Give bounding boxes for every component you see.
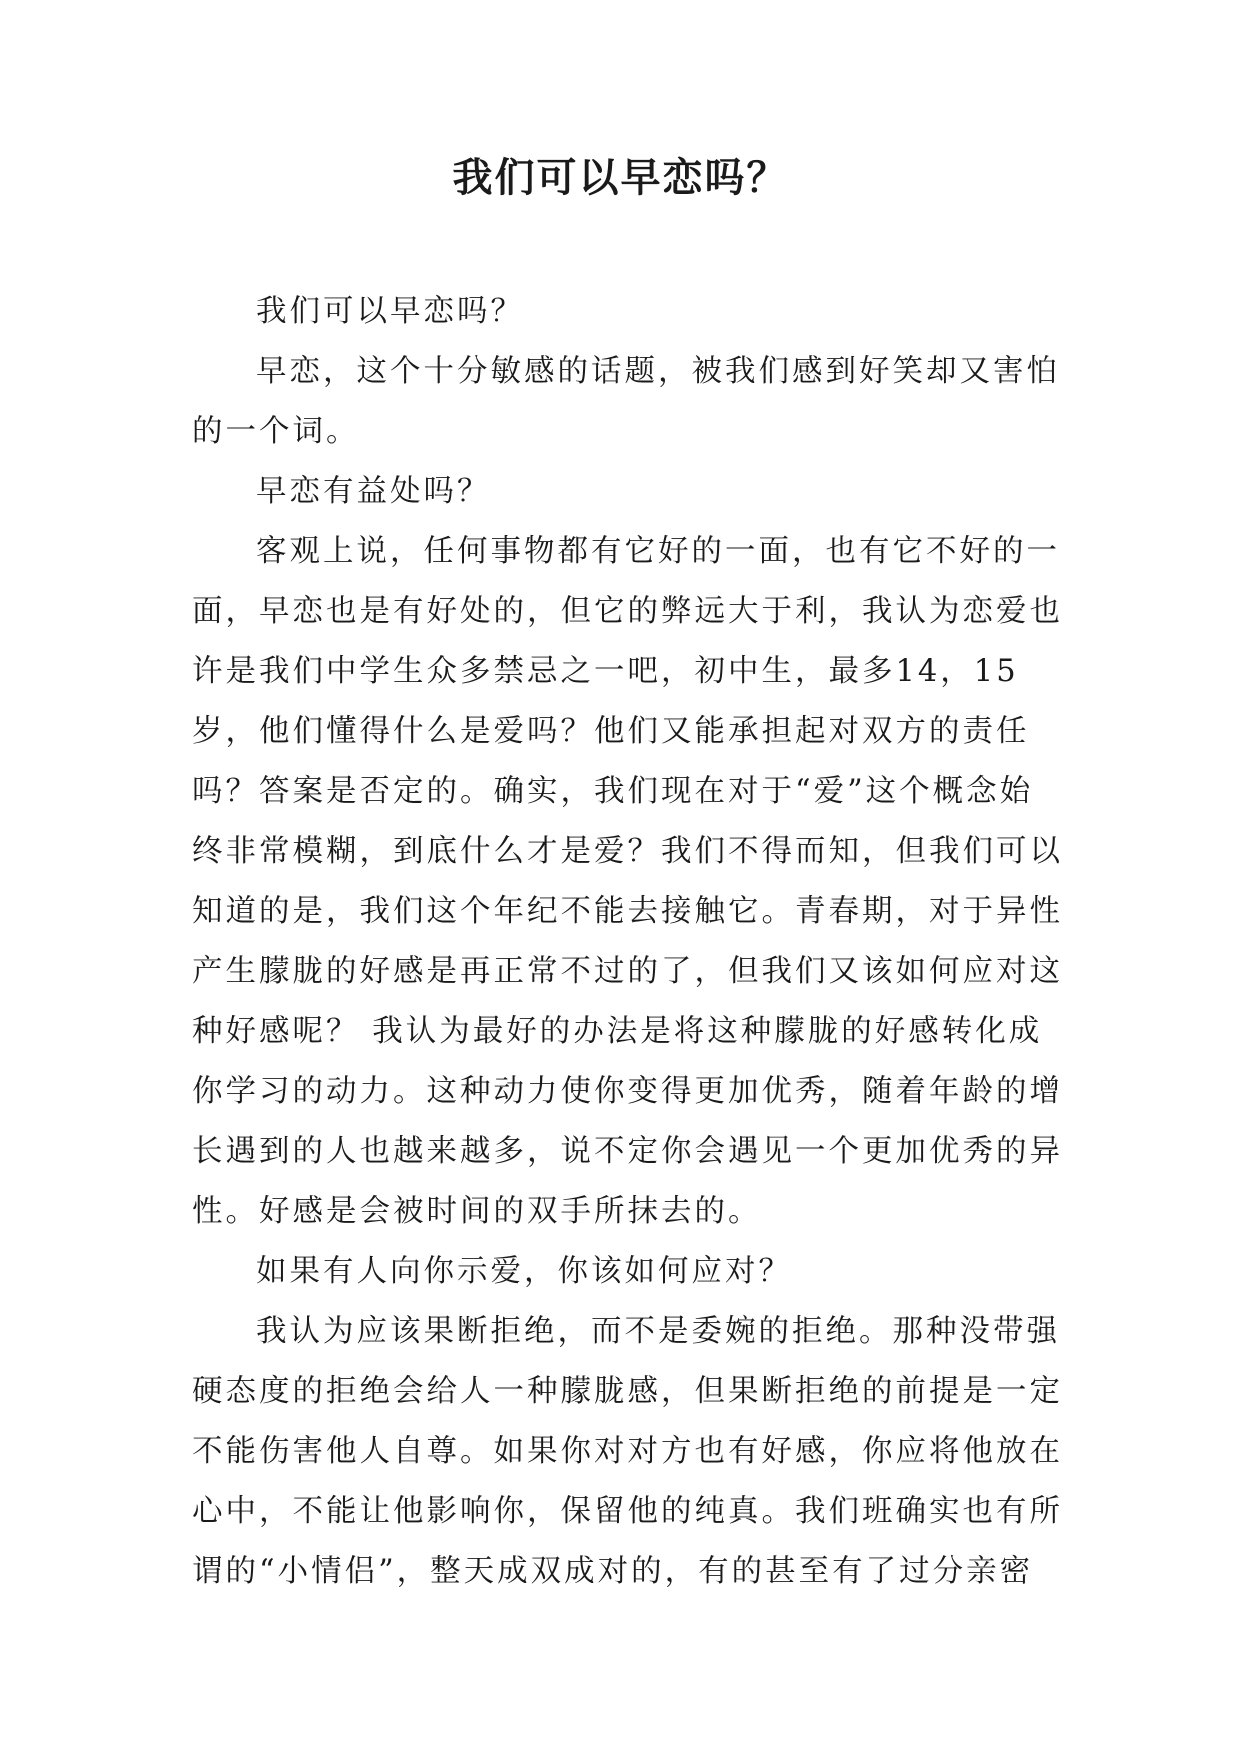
paragraph: 早恋，这个十分敏感的话题，被我们感到好笑却又害怕的一个词。 bbox=[192, 354, 1060, 449]
paragraph: 我认为应该果断拒绝，而不是委婉的拒绝。那种没带强硬态度的拒绝会给人一种朦胧感，但果断拒绝的前提是一定不能伤害他人自尊。如果你对对方也有好感，你应将他放在心中，不能让他影响你，保留他的纯真。我们班确实也有所谓的“小情侣”，整天成双成对的，有的甚至有了过分亲密 bbox=[192, 1314, 1063, 1589]
document-body bbox=[192, 282, 1064, 1602]
paragraph: 客观上说，任何事物都有它好的一面，也有它不好的一面，早恋也是有好处的，但它的弊远大于利，我认为恋爱也许是我们中学生众多禁忌之一吧，初中生，最多14，15岁，他们懂得什么是爱吗？他们又能承担起对双方的责任吗？答案是否定的。确实，我们现在对于“爱”这个概念始终非常模糊，到底什么才是爱？我们不得而知，但我们可以知道的是，我们这个年纪不能去接触它。青春期，对于异性产生朦胧的好感是再正常不过的了，但我们又该如何应对这种好感呢？ 我认为最好的办法是将这种朦胧的好感转化成你学习的动力。这种动力使你变得更加优秀，随着年龄的增长遇到的人也越来越多，说不定你会遇见一个更加优秀的异性。好感是会被时间的双手所抹去的。 bbox=[192, 534, 1063, 1229]
paragraph: 我们可以早恋吗？ bbox=[256, 294, 524, 329]
paragraph: 早恋有益处吗？ bbox=[256, 474, 491, 509]
document-title: 我们可以早恋吗？ bbox=[452, 154, 789, 201]
paragraph: 如果有人向你示爱，你该如何应对？ bbox=[256, 1254, 792, 1289]
